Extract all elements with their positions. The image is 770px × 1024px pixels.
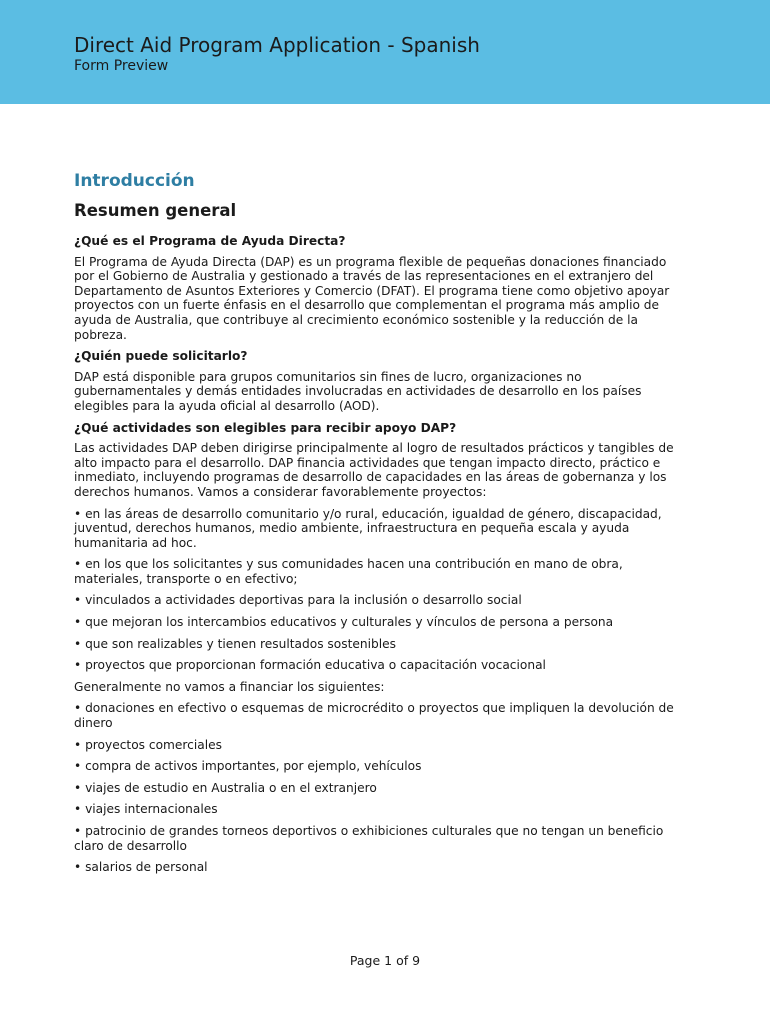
list-item: • en las áreas de desarrollo comunitario y/o rural, educación, igualdad de género, discapacidad, juventud, derechos humanos, medio ambiente, infraestructura en pequeña escala y ayuda humanitaria ad hoc. [74, 506, 662, 550]
list-item: • salarios de personal [74, 860, 208, 875]
page-number: Page 1 of 9 [349, 953, 421, 968]
question-heading: ¿Qué actividades son elegibles para recibir apoyo DAP? [74, 420, 457, 435]
list-item: • compra de activos importantes, por ejemplo, vehículos [74, 759, 422, 774]
question-heading: ¿Quién puede solicitarlo? [74, 349, 248, 364]
subsection-title: Resumen general [74, 201, 237, 220]
question-heading: ¿Qué es el Programa de Ayuda Directa? [74, 234, 346, 248]
paragraph: Las actividades DAP deben dirigirse principalmente al logro de resultados prácticos y tangibles de alto impacto para el desarrollo. DAP financia actividades que tengan impacto directo, práctico e inmediato, incluyendo programas de desarrollo de capacidades en las áreas de gobernanza y los derechos humanos. Vamos a considerar favorablemente proyectos: [74, 441, 674, 499]
list-item: • vinculados a actividades deportivas para la inclusión o desarrollo social [74, 593, 522, 608]
section-title: Introducción [74, 171, 195, 191]
list-item: • viajes de estudio en Australia o en el extranjero [74, 780, 377, 795]
form-subtitle: Form Preview [74, 58, 169, 74]
list-item: • que son realizables y tienen resultados sostenibles [74, 636, 396, 651]
list-item: • viajes internacionales [74, 802, 218, 817]
paragraph: Generalmente no vamos a financiar los siguientes: [74, 679, 385, 694]
document-content [74, 170, 684, 882]
list-item: • donaciones en efectivo o esquemas de microcrédito o proyectos que impliquen la devolución de dinero [74, 701, 674, 731]
list-item: • en los que los solicitantes y sus comunidades hacen una contribución en mano de obra, materiales, transporte o en efectivo; [74, 557, 623, 586]
list-item: • proyectos comerciales [74, 737, 222, 752]
eligible-list [74, 507, 684, 673]
ineligible-list [74, 701, 684, 874]
list-item: • que mejoran los intercambios educativos y culturales y vínculos de persona a persona [74, 615, 614, 630]
list-item: • patrocinio de grandes torneos deportivos o exhibiciones culturales que no tengan un beneficio claro de desarrollo [74, 824, 664, 853]
header-banner [0, 0, 770, 104]
paragraph: El Programa de Ayuda Directa (DAP) es un programa flexible de pequeñas donaciones financiado por el Gobierno de Australia y gestionado a través de las representaciones en el extranjero del Departamento de Asuntos Exteriores y Comercio (DFAT). El programa tiene como objetivo apoyar proyectos con un fuerte énfasis en el desarrollo que complementan el programa más amplio de ayuda de Australia, que contribuye al crecimiento económico sostenible y la reducción de la pobreza. [74, 254, 670, 342]
form-title: Direct Aid Program Application - Spanish [74, 33, 480, 57]
paragraph: DAP está disponible para grupos comunitarios sin fines de lucro, organizaciones no gubernamentales y demás entidades involucradas en actividades de desarrollo en los países elegibles para la ayuda oficial al desarrollo (AOD). [74, 369, 642, 413]
list-item: • proyectos que proporcionan formación educativa o capacitación vocacional [74, 658, 546, 673]
